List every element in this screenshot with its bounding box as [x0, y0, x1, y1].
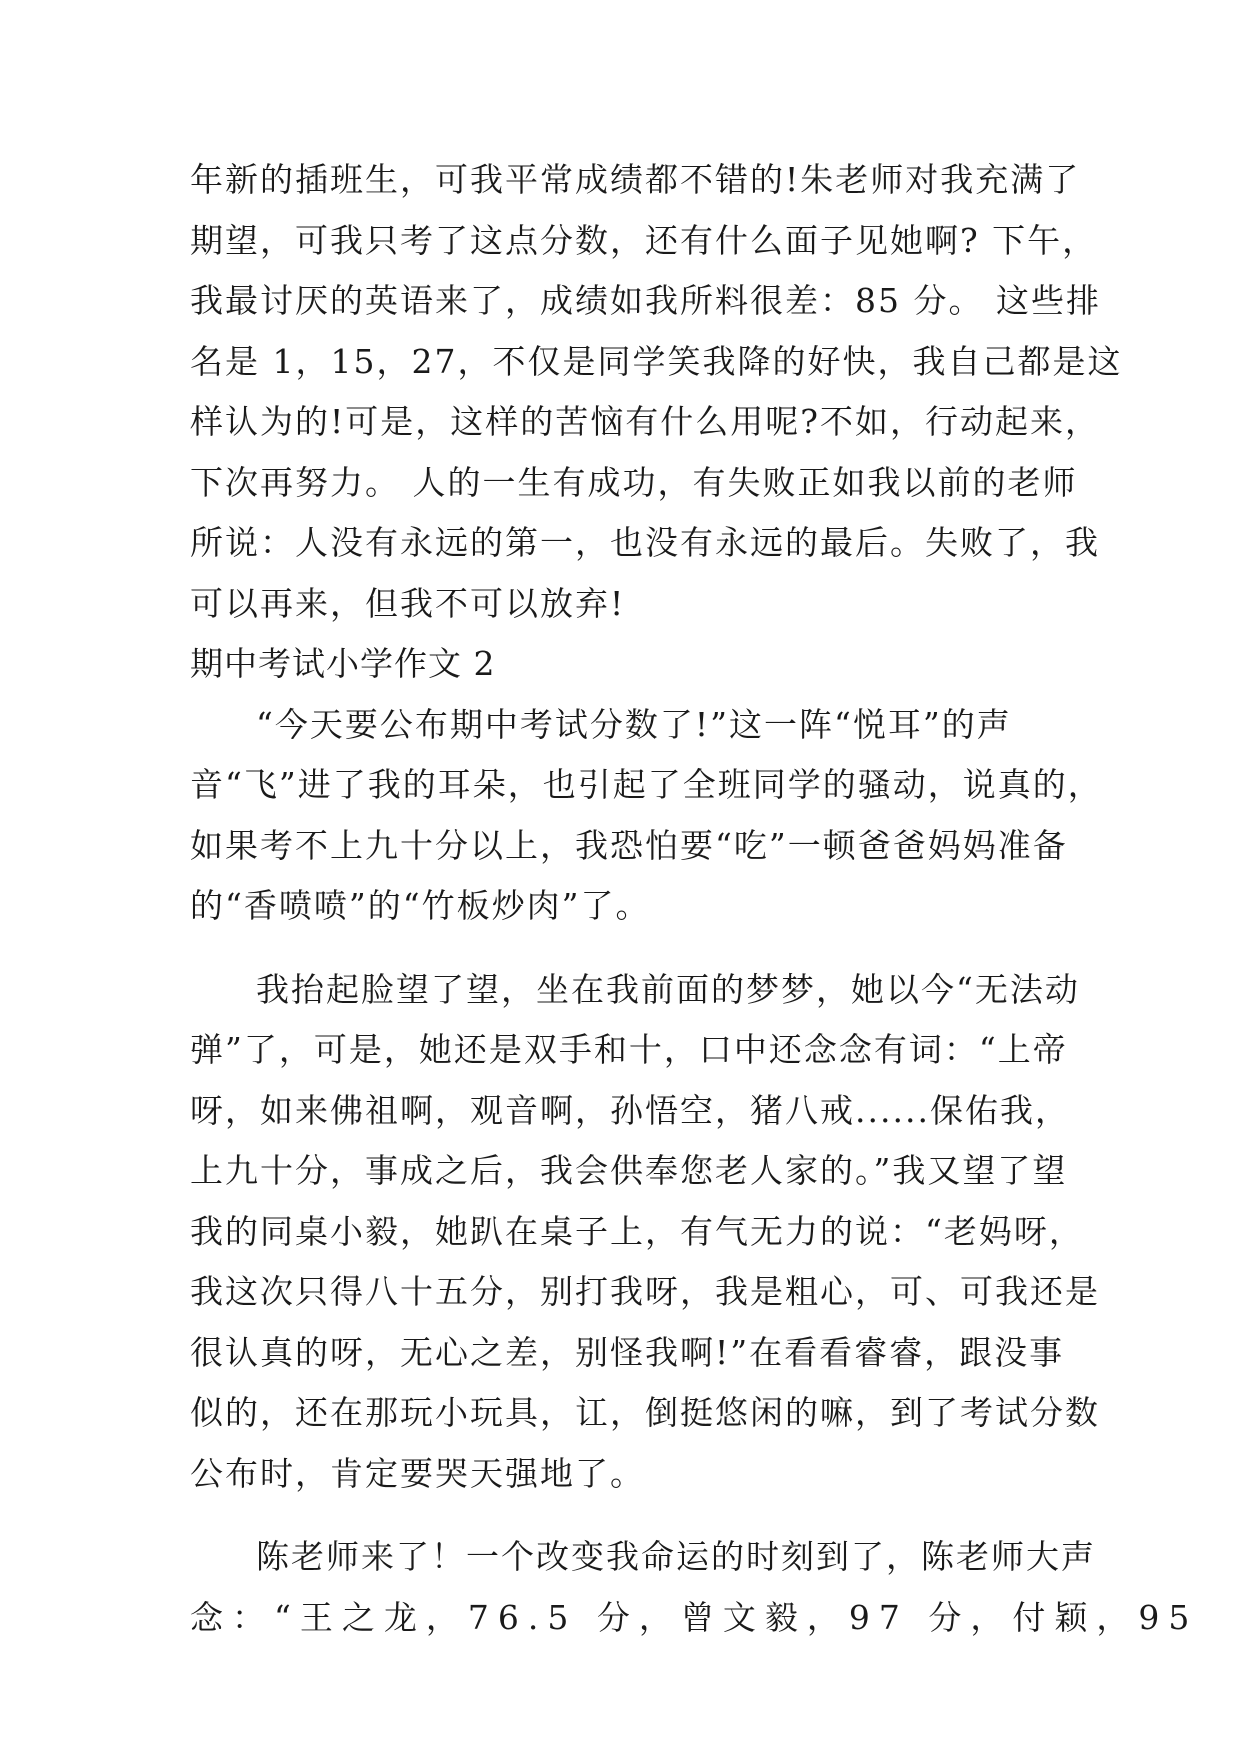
essay-continuation [190, 150, 1123, 634]
text-line: 我最讨厌的英语来了，成绩如我所料很差：85 分。 这些排 [190, 281, 1101, 320]
essay-heading: 期中考试小学作文 2 [190, 644, 496, 683]
text-line: 音“飞”进了我的耳朵，也引起了全班同学的骚动，说真的， [190, 765, 1103, 804]
text-line: 样认为的!可是，这样的苦恼有什么用呢?不如，行动起来， [190, 402, 1100, 441]
text-line: 念：“王之龙，76.5 分，曾文毅，97 分，付颖，95 [190, 1597, 1199, 1637]
text-line: 下次再努力。 人的一生有成功，有失败正如我以前的老师 [190, 462, 1078, 502]
text-line: 所说：人没有永远的第一，也没有永远的最后。失败了，我 [190, 523, 1100, 562]
text-line: 可以再来，但我不可以放弃! [190, 583, 626, 623]
paragraph-gap [190, 937, 1060, 960]
document-page [190, 150, 1199, 1648]
text-line: 的“香喷喷”的“竹板炒肉”了。 [190, 886, 651, 925]
text-line: 上九十分，事成之后，我会供奉您老人家的。”我又望了望 [190, 1151, 1068, 1190]
text-line: “今天要公布期中考试分数了!”这一阵“悦耳”的声 [256, 704, 1012, 744]
text-line: 我抬起脸望了望，坐在我前面的梦梦，她以今“无法动 [256, 969, 1080, 1009]
text-line: 名是 1，15，27，不仅是同学笑我降的好快，我自己都是这 [190, 341, 1123, 381]
text-line: 陈老师来了！一个改变我命运的时刻到了，陈老师大声 [256, 1537, 1096, 1576]
text-line: 我的同桌小毅，她趴在桌子上，有气无力的说：“老妈呀， [190, 1211, 1084, 1251]
text-line: 我这次只得八十五分，别打我呀，我是粗心，可、可我还是 [190, 1272, 1100, 1311]
text-line: 似的，还在那玩小玩具，讧，倒挺悠闲的嘛，到了考试分数 [190, 1393, 1100, 1432]
text-line: 年新的插班生，可我平常成绩都不错的!朱老师对我充满了 [190, 160, 1081, 199]
paragraph-2 [190, 960, 1100, 1505]
paragraph-1 [190, 695, 1103, 937]
text-line: 很认真的呀，无心之差，别怪我啊!”在看看睿睿，跟没事 [190, 1332, 1065, 1372]
text-line: 期望，可我只考了这点分数，还有什么面子见她啊? 下午， [190, 220, 1098, 260]
paragraph-3 [190, 1527, 1199, 1648]
text-line: 如果考不上九十分以上，我恐怕要“吃”一顿爸爸妈妈准备 [190, 825, 1068, 865]
paragraph-gap [190, 1504, 1060, 1527]
text-line: 弹”了，可是，她还是双手和十，口中还念念有词：“上帝 [190, 1030, 1068, 1069]
text-line: 公布时，肯定要哭天强地了。 [190, 1453, 645, 1493]
text-line: 呀，如来佛祖啊，观音啊，孙悟空，猪八戒......保佑我， [190, 1090, 1070, 1130]
